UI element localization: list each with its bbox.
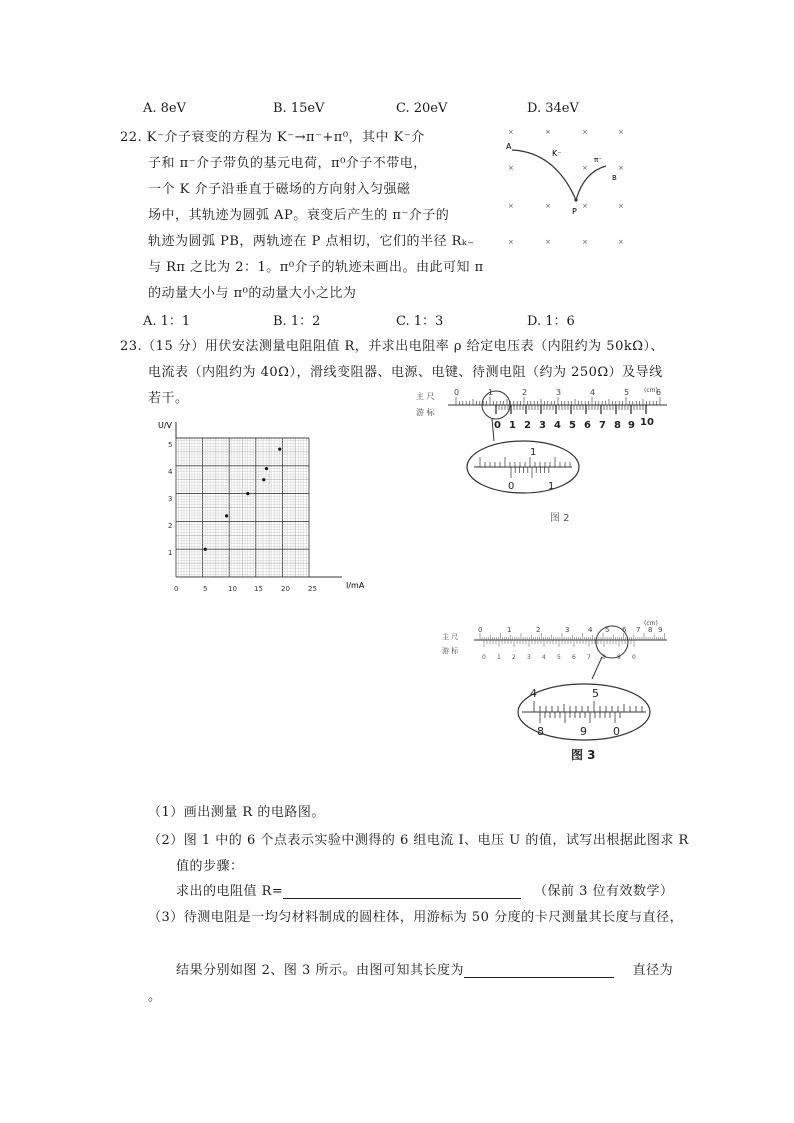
q22-line-1: 22. K⁻介子衰变的方程为 K⁻→π⁻+π⁰，其中 K⁻介 [120,130,425,145]
svg-text:×: × [582,164,588,172]
q23-sub3-c: 直径为 [632,963,674,978]
data-point [265,467,268,470]
q23-sub2-c: 求出的电阻值 R= [176,884,284,899]
svg-text:×: × [582,202,588,210]
q23-sub3-a: （3）待测电阻是一均匀材料制成的圆柱体，用游标为 50 分度的卡尺测量其长度与直径， [148,910,684,925]
q23-sub2-d: （保前 3 位有效数学） [533,884,674,899]
fig3-vernier-tick: 4 [542,654,546,661]
q22-label-k: K⁻ [552,149,562,158]
fig2-vernier-tick: 6 [584,420,591,431]
fig2-vernier-tick: 7 [599,420,606,431]
graph-xtick: 10 [228,585,237,593]
data-point [262,478,265,481]
u-i-graph [150,416,380,596]
graph-ytick: 1 [168,549,173,557]
fig3-main-label: 主 尺 [442,633,459,641]
svg-text:×: × [508,164,514,172]
fig3-unit: (cm) [644,620,658,627]
svg-text:×: × [582,238,588,246]
fig3-main-tick: 0 [478,626,483,634]
fig2-vernier-tick: 1 [509,420,516,431]
q21-option-c: C. 20eV [396,101,448,116]
svg-text:×: × [618,238,624,246]
fig3-main-tick: 9 [658,626,663,634]
q22-label-a: A [506,142,512,151]
svg-text:×: × [618,164,624,172]
svg-text:×: × [545,202,551,210]
fig3-vernier-tick: 8 [602,654,606,661]
svg-text:×: × [618,128,624,136]
q23-sub1: （1）画出测量 R 的电路图。 [148,805,325,820]
q23-sub2-a: （2）图 1 中的 6 个点表示实验中测得的 6 组电流 I、电压 U 的值，试写出根据此图求 R [148,833,689,848]
q22-line-2: 子和 π⁻介子带负的基元电荷，π⁰介子不带电， [148,156,427,171]
fig3-vernier-tick: 1 [497,654,501,661]
q22-label-p: P [572,207,577,216]
graph-ytick: 2 [168,522,173,530]
fig2-main-tick: 5 [624,388,630,397]
q22-line-5: 轨迹为圆弧 PB，两轨迹在 P 点相切，它们的半径 Rₖ₋ [148,234,475,249]
fig2-main-label: 主 尺 [416,392,435,401]
graph-xtick: 25 [308,585,317,593]
fig3-vernier-tick: 7 [587,654,591,661]
graph-xtick: 5 [203,585,208,593]
fig3-zoom-bottom: 8 [537,725,544,738]
fig3-main-tick: 1 [507,626,512,634]
fig2-zoom-bottom: 0 [508,481,515,492]
fig2-vernier-tick: 9 [628,420,635,431]
q22-line-7: 的动量大小与 π⁰的动量大小之比为 [148,286,357,301]
fig2-zoom-bottom: 1 [548,481,555,492]
fig2-main-tick: 3 [556,388,562,397]
svg-text:×: × [545,128,551,136]
fig3-main-tick: 6 [622,626,627,634]
figure-3-caliper [412,615,672,765]
q23-sub2-c-row [176,880,674,899]
fig2-main-tick: 1 [488,388,494,397]
svg-text:×: × [582,128,588,136]
fig2-main-tick: 2 [522,388,528,397]
data-point [246,492,249,495]
q23-sub3-d: 。 [148,989,162,1004]
q22-label-pi: π⁻ [594,156,602,164]
fig2-vernier-tick: 2 [524,420,531,431]
graph-xlabel: I/mA [346,581,365,590]
fig2-zoom-top: 1 [530,447,537,458]
graph-ytick: 3 [168,495,173,503]
svg-text:×: × [508,202,514,210]
graph-ylabel: U/V [158,421,173,430]
q22-line-4: 场中，其轨迹为圆弧 AP。衰变后产生的 π⁻介子的 [148,208,450,223]
svg-text:×: × [545,238,551,246]
q23-sub2-b: 值的步骤： [176,859,244,874]
fig3-vernier-tick: 0 [482,654,486,661]
fig3-main-tick: 8 [648,626,653,634]
q23-line-1: 23.（15 分）用伏安法测量电阻阻值 R，并求出电阻率 ρ 给定电压表（内阻约为 50kΩ）、 [120,339,665,354]
fig3-vernier-label: 游 标 [442,647,459,655]
q23-sub3-b: 结果分别如图 2、图 3 所示。由图可知其长度为 [176,963,464,978]
fig3-vernier-tick: 5 [557,654,561,661]
q22-line-6: 与 Rπ 之比为 2：1。π⁰介子的轨迹未画出。由此可知 π [148,260,484,275]
fig2-caption: 图 2 [550,513,570,524]
fig3-vernier-tick: 6 [572,654,576,661]
fig3-main-tick: 3 [565,626,570,634]
q22-option-a: A. 1：1 [143,314,191,329]
q23-line-2: 电流表（内阻约为 40Ω），滑线变阻器、电源、电键、待测电阻（约为 250Ω）及导线 [148,365,663,380]
q22-option-d: D. 1：6 [527,314,575,329]
q23-line-3: 若干。 [148,391,189,406]
figure-2-caliper [412,383,672,533]
svg-text:×: × [508,238,514,246]
fig3-caption: 图 3 [571,748,596,762]
fig3-main-tick: 5 [605,626,610,634]
fig2-vernier-tick: 10 [640,417,654,428]
fig3-main-tick: 7 [636,626,641,634]
fig3-zoom-bottom: 0 [613,725,620,738]
graph-xtick: 20 [281,585,290,593]
fig3-vernier-tick: 3 [527,654,531,661]
q22-option-b: B. 1：2 [273,314,321,329]
data-point [204,548,207,551]
fig2-main-tick: 0 [454,388,460,397]
q22-label-b: B [612,174,617,182]
q22-track-figure [500,122,650,252]
fig3-zoom-top: 4 [530,687,537,700]
q21-option-d: D. 34eV [527,101,579,116]
fig3-zoom-bottom: 9 [580,725,587,738]
fig3-vernier-tick: 0 [632,654,636,661]
fig2-vernier-tick: 0 [494,420,501,431]
fig3-vernier-tick: 9 [617,654,621,661]
fig2-vernier-tick: 8 [614,420,621,431]
svg-text:×: × [618,202,624,210]
q23-sub3-row [176,959,673,978]
graph-xtick: 0 [174,585,179,593]
fig2-vernier-tick: 5 [569,420,576,431]
fig3-vernier-tick: 2 [512,654,516,661]
fig3-main-tick: 4 [588,626,593,634]
length-answer-blank[interactable] [464,963,614,978]
fig2-vernier-tick: 3 [539,420,546,431]
q21-option-a: A. 8eV [143,101,187,116]
data-point [278,448,281,451]
graph-xtick: 15 [254,585,263,593]
fig2-vernier-tick: 4 [554,420,561,431]
fig3-zoom-top: 5 [592,687,599,700]
resistance-answer-blank[interactable] [283,884,521,899]
q22-option-c: C. 1：3 [396,314,444,329]
fig2-unit: (cm) [644,387,658,394]
data-point [225,514,228,517]
fig3-main-tick: 2 [536,626,541,634]
graph-ytick: 4 [168,468,173,476]
fig2-vernier-label: 游 标 [416,408,435,417]
q21-option-b: B. 15eV [273,101,325,116]
q22-line-3: 一个 K 介子沿垂直于磁场的方向射入匀强磁 [148,182,411,197]
fig2-main-tick: 6 [656,388,662,397]
fig2-main-tick: 4 [590,388,596,397]
svg-text:×: × [508,128,514,136]
graph-ytick: 5 [168,441,173,449]
